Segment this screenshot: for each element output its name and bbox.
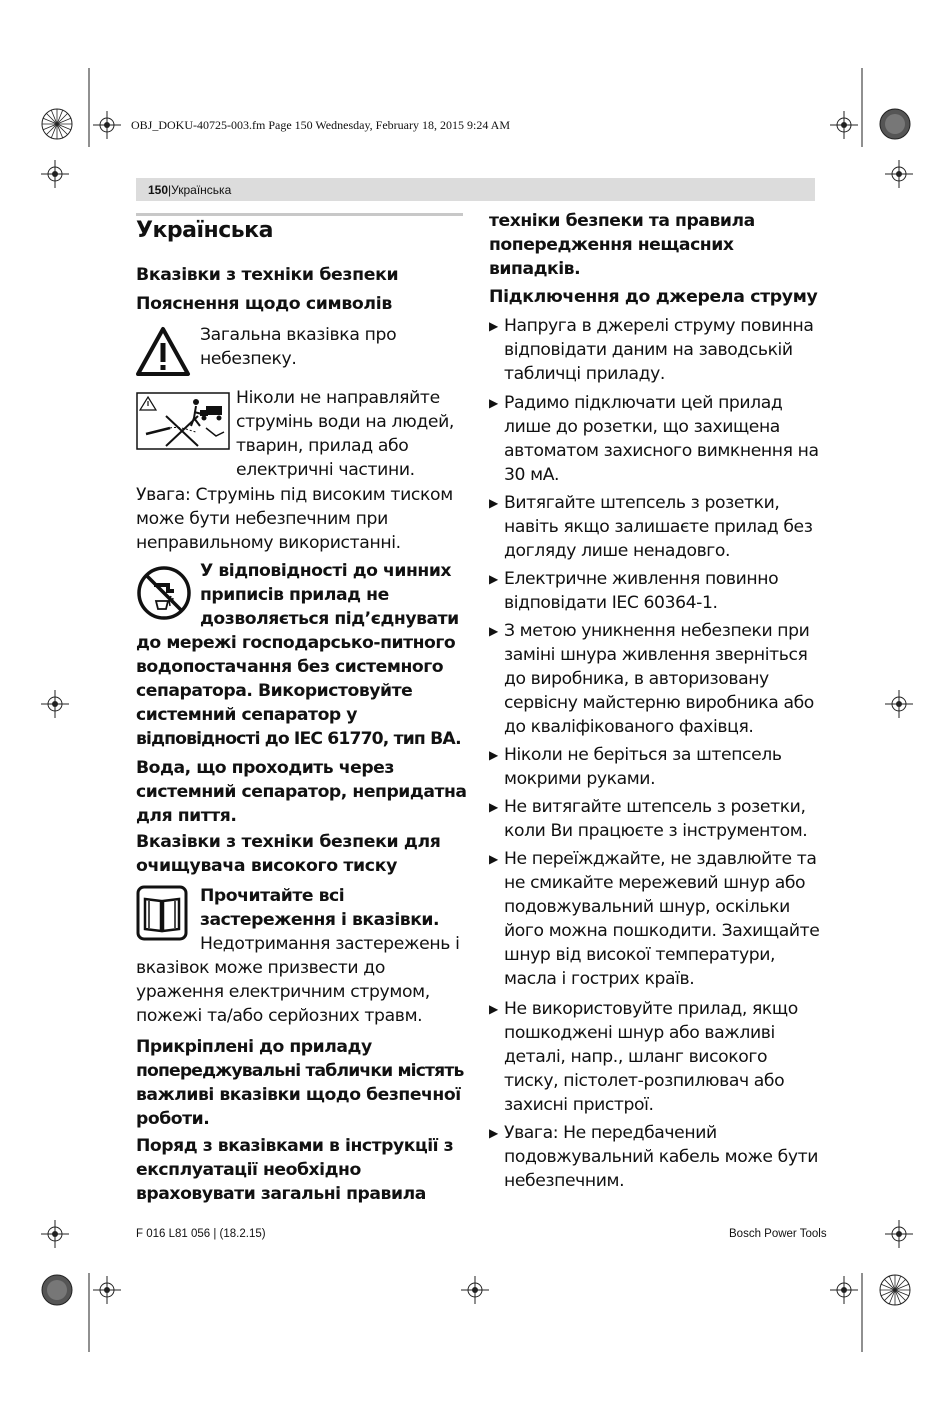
- list-item-line: заміні шнура живлення зверніться: [504, 645, 808, 665]
- file-slug: OBJ_DOKU-40725-003.fm Page 150 Wednesday, February 18, 2015 9:24 AM: [131, 118, 510, 132]
- list-item-line: З метою уникнення небезпеки при: [504, 621, 810, 641]
- registration-mark-icon: [884, 689, 914, 719]
- registration-mark-icon: [884, 1219, 914, 1249]
- warning-triangle-icon: [135, 326, 191, 378]
- symbol-jet-text-2: струмінь води на людей,: [236, 412, 455, 432]
- running-header: [148, 183, 231, 197]
- bullet-arrow-icon: ▶: [489, 319, 498, 333]
- heading-cleaner-2: очищувача високого тиску: [136, 856, 397, 876]
- registration-mark-icon: [884, 159, 914, 189]
- list-item-line: Витягайте штепсель з розетки,: [504, 493, 780, 513]
- list-item-line: пошкоджені шнур або важливі: [504, 1023, 775, 1043]
- bullet-arrow-icon: ▶: [489, 572, 498, 586]
- symbol-water-text-3: дозволяється під’єднувати: [200, 609, 459, 629]
- general-rules-text-3: враховувати загальні правила: [136, 1184, 426, 1204]
- registration-mark-icon: [92, 1275, 122, 1305]
- read-warnings-text-5: ураження електричним струмом,: [136, 982, 430, 1002]
- color-target-icon: [40, 1273, 74, 1307]
- symbol-general-text-1: Загальна вказівка про: [200, 325, 397, 345]
- list-item-line: табличці приладу.: [504, 364, 665, 384]
- water-note-3: для пиття.: [136, 806, 237, 826]
- symbol-water-text-2: приписів прилад не: [200, 585, 389, 605]
- bullet-arrow-icon: ▶: [489, 1002, 498, 1016]
- symbol-jet-text-1: Ніколи не направляйте: [236, 388, 440, 408]
- bullet-arrow-icon: ▶: [489, 396, 498, 410]
- list-item-line: Не використовуйте прилад, якщо: [504, 999, 798, 1019]
- bullet-arrow-icon: ▶: [489, 800, 498, 814]
- heading-cleaner-1: Вказівки з техніки безпеки для: [136, 832, 441, 852]
- section-title: Українська: [136, 218, 273, 243]
- no-water-jet-icon: [136, 392, 230, 450]
- list-item-line: коли Ви працюєте з інструментом.: [504, 821, 808, 841]
- list-item-line: тиску, пістолет-розпилювач або: [504, 1071, 785, 1091]
- list-item-line: до виробника, в авторизовану: [504, 669, 769, 689]
- registration-mark-icon: [92, 110, 122, 140]
- list-item-line: автоматом захисного вимкнення на: [504, 441, 819, 461]
- heading-power-supply: Підключення до джерела струму: [489, 287, 818, 307]
- heading-symbols: Пояснення щодо символів: [136, 294, 392, 314]
- list-item-line: до кваліфікованого фахівця.: [504, 717, 754, 737]
- list-item-line: мокрими руками.: [504, 769, 656, 789]
- plates-text-2: попереджувальні таблички містять: [136, 1061, 464, 1081]
- registration-mark-icon: [40, 159, 70, 189]
- registration-mark-icon: [40, 689, 70, 719]
- footer-brand: Bosch Power Tools: [729, 1228, 827, 1240]
- read-warnings-text-2: застереження і вказівки.: [200, 910, 440, 930]
- bullet-arrow-icon: ▶: [489, 1126, 498, 1140]
- list-item-line: шнур від високої температури,: [504, 945, 776, 965]
- plates-text-1: Прикріплені до приладу: [136, 1037, 372, 1057]
- list-item-line: подовжувальний шнур, оскільки: [504, 897, 790, 917]
- header-separator: |: [168, 183, 172, 197]
- general-rules-cont-3: випадків.: [489, 259, 581, 279]
- symbol-water-text-5: водопостачання без системного: [136, 657, 444, 677]
- warning-text-2: може бути небезпечним при: [136, 509, 388, 529]
- list-item-line: Не витягайте штепсель з розетки,: [504, 797, 806, 817]
- general-rules-text-2: експлуатації необхідно: [136, 1160, 361, 1180]
- general-rules-cont-1: техніки безпеки та правила: [489, 211, 755, 231]
- color-target-icon: [878, 107, 912, 141]
- running-header-bar: [136, 178, 815, 201]
- list-item-line: Не переїжджайте, не здавлюйте та: [504, 849, 817, 869]
- footer-doc-code: F 016 L81 056 | (18.2.15): [136, 1228, 266, 1240]
- plates-text-4: роботи.: [136, 1109, 210, 1129]
- color-target-icon: [40, 107, 74, 141]
- water-note-1: Вода, що проходить через: [136, 758, 394, 778]
- general-rules-text-1: Поряд з вказівками в інструкції з: [136, 1136, 454, 1156]
- list-item-line: лише до розетки, що захищена: [504, 417, 780, 437]
- read-warnings-text-1: Прочитайте всі: [200, 886, 345, 906]
- list-item-line: Радимо підключати цей прилад: [504, 393, 783, 413]
- registration-mark-icon: [829, 1275, 859, 1305]
- color-target-icon: [878, 1273, 912, 1307]
- list-item-line: масла і гострих країв.: [504, 969, 695, 989]
- section-rule: [136, 213, 463, 216]
- list-item-line: відповідати IEC 60364-1.: [504, 593, 718, 613]
- list-item-line: деталі, напр., шланг високого: [504, 1047, 768, 1067]
- symbol-water-text-4: до мережі господарсько-питного: [136, 633, 456, 653]
- read-warnings-text-3: Недотримання застережень і: [200, 934, 460, 954]
- read-manual-icon: [136, 885, 188, 941]
- registration-mark-icon: [829, 110, 859, 140]
- bullet-arrow-icon: ▶: [489, 624, 498, 638]
- list-item-line: Електричне живлення повинно: [504, 569, 779, 589]
- symbol-water-text-8: відповідності до IEC 61770, тип BA.: [136, 729, 461, 749]
- bullet-arrow-icon: ▶: [489, 748, 498, 762]
- list-item-line: Напруга в джерелі струму повинна: [504, 316, 814, 336]
- symbol-general-text-2: небезпеку.: [200, 349, 297, 369]
- no-drinking-water-icon: [136, 565, 192, 621]
- warning-text-1: Увага: Струмінь під високим тиском: [136, 485, 453, 505]
- symbol-water-text-7: системний сепаратор у: [136, 705, 358, 725]
- symbol-jet-text-3: тварин, прилад або: [236, 436, 409, 456]
- bullet-arrow-icon: ▶: [489, 852, 498, 866]
- list-item-line: Увага: Не передбачений: [504, 1123, 717, 1143]
- page-number: 150: [148, 183, 169, 197]
- registration-mark-icon: [460, 1275, 490, 1305]
- list-item-line: не смикайте мережевий шнур або: [504, 873, 806, 893]
- symbol-water-text-1: У відповідності до чинних: [200, 561, 452, 581]
- list-item-line: навіть якщо залишаєте прилад без: [504, 517, 813, 537]
- list-item-line: догляду лише ненадовго.: [504, 541, 731, 561]
- list-item-line: захисні пристрої.: [504, 1095, 654, 1115]
- header-language: Українська: [171, 183, 232, 197]
- bullet-arrow-icon: ▶: [489, 496, 498, 510]
- plates-text-3: важливі вказівки щодо безпечної: [136, 1085, 461, 1105]
- general-rules-cont-2: попередження нещасних: [489, 235, 734, 255]
- read-warnings-text-4: вказівок може призвести до: [136, 958, 386, 978]
- list-item-line: його можна пошкодити. Захищайте: [504, 921, 820, 941]
- heading-safety: Вказівки з техніки безпеки: [136, 265, 399, 285]
- list-item-line: сервісну майстерню виробника або: [504, 693, 814, 713]
- water-note-2: системний сепаратор, непридатна: [136, 782, 467, 802]
- read-warnings-text-6: пожежі та/або серйозних травм.: [136, 1006, 423, 1026]
- list-item-line: подовжувальний кабель може бути: [504, 1147, 818, 1167]
- list-item-line: відповідати даним на заводській: [504, 340, 793, 360]
- warning-text-3: неправильному використанні.: [136, 533, 401, 553]
- list-item-line: небезпечним.: [504, 1171, 625, 1191]
- registration-mark-icon: [40, 1219, 70, 1249]
- list-item-line: 30 мА.: [504, 465, 560, 485]
- list-item-line: Ніколи не беріться за штепсель: [504, 745, 782, 765]
- symbol-jet-text-4: електричні частини.: [236, 460, 415, 480]
- symbol-water-text-6: сепаратора. Використовуйте: [136, 681, 413, 701]
